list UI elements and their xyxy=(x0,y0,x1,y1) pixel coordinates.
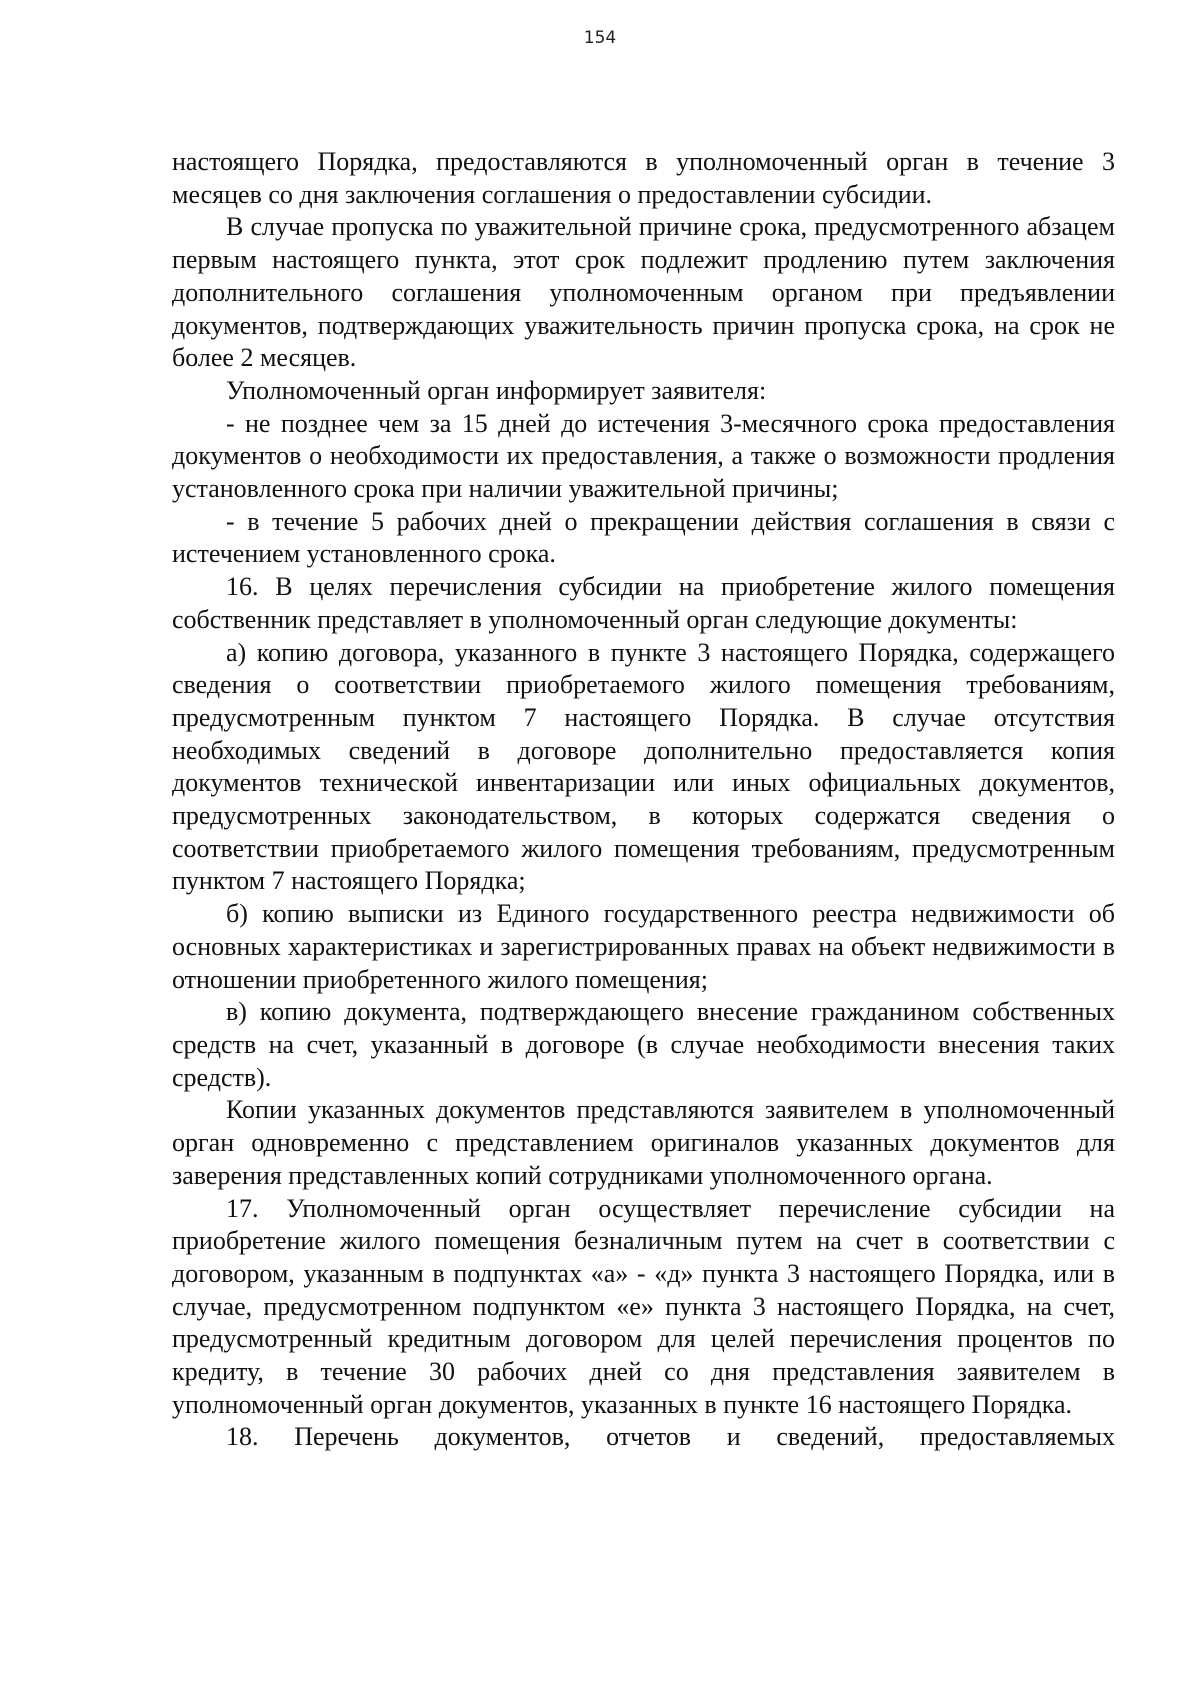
paragraph-copies: Копии указанных документов представляются заявителем в уполномоченный орган одновременно с представлением оригиналов указанных документов для заверения представленных копий сотрудниками уполномоченного органа. xyxy=(172,1095,1115,1190)
list-item-clause-16-a: а) копию договора, указанного в пункте 3 настоящего Порядка, содержащего сведения о соответствии приобретаемого жилого помещения требованиям, предусмотренным пунктом 7 настоящего Порядка. В случае отсутствия необходимых сведений в договоре дополнительно предоставляется копия документов технической инвентаризации или иных официальных документов, предусмотренных законодательством, в которых содержатся сведения о соответствии приобретаемого жилого помещения требованиям, предусмотренным пунктом 7 настоящего Порядка; xyxy=(172,637,1115,896)
paragraph-extension-rule: В случае пропуска по уважительной причине срока, предусмотренного абзацем первым настоящего пункта, этот срок подлежит продлению путем заключения дополнительного соглашения уполномоченным органом при предъявлении документов, подтверждающих уважительность причин пропуска срока, на срок не более 2 месяцев. xyxy=(172,212,1115,373)
paragraph-clause-17: 17. Уполномоченный орган осуществляет перечисление субсидии на приобретение жилого помещения безналичным путем на счет в соответствии с договором, указанным в подпунктах «а» - «д» пункта 3 настоящего Порядка, или в случае, предусмотренном подпунктом «е» пункта 3 настоящего Порядка, на счет, предусмотренный кредитным договором для целей перечисления процентов по кредиту, в течение 30 рабочих дней со дня представления заявителем в уполномоченный орган документов, указанных в пункте 16 настоящего Порядка. xyxy=(172,1193,1115,1419)
list-item-notification-15-days: - не позднее чем за 15 дней до истечения 3-месячного срока предоставления документов о необходимости их предоставления, а также о возможности продления установленного срока при наличии уважительной причины; xyxy=(172,408,1115,504)
paragraph-clause-18: 18. Перечень документов, отчетов и сведений, предоставляемых xyxy=(226,1422,1115,1452)
paragraph-notification-intro: Уполномоченный орган информирует заявителя: xyxy=(226,375,767,405)
list-item-notification-5-days: - в течение 5 рабочих дней о прекращении действия соглашения в связи с истечением установленного срока. xyxy=(172,506,1115,569)
paragraph-clause-16: 16. В целях перечисления субсидии на приобретение жилого помещения собственник представляет в уполномоченный орган следующие документы: xyxy=(172,572,1115,634)
list-item-clause-16-v: в) копию документа, подтверждающего внесение гражданином собственных средств на счет, указанный в договоре (в случае необходимости внесения таких средств). xyxy=(172,997,1115,1092)
list-item-clause-16-b: б) копию выписки из Единого государственного реестра недвижимости об основных характеристиках и зарегистрированных правах на объект недвижимости в отношении приобретенного жилого помещения; xyxy=(172,899,1115,994)
paragraph-continuation: настоящего Порядка, предоставляются в уполномоченный орган в течение 3 месяцев со дня заключения соглашения о предоставлении субсидии. xyxy=(172,147,1115,209)
document-body xyxy=(172,146,1115,1454)
page-number: 154 xyxy=(583,28,617,48)
